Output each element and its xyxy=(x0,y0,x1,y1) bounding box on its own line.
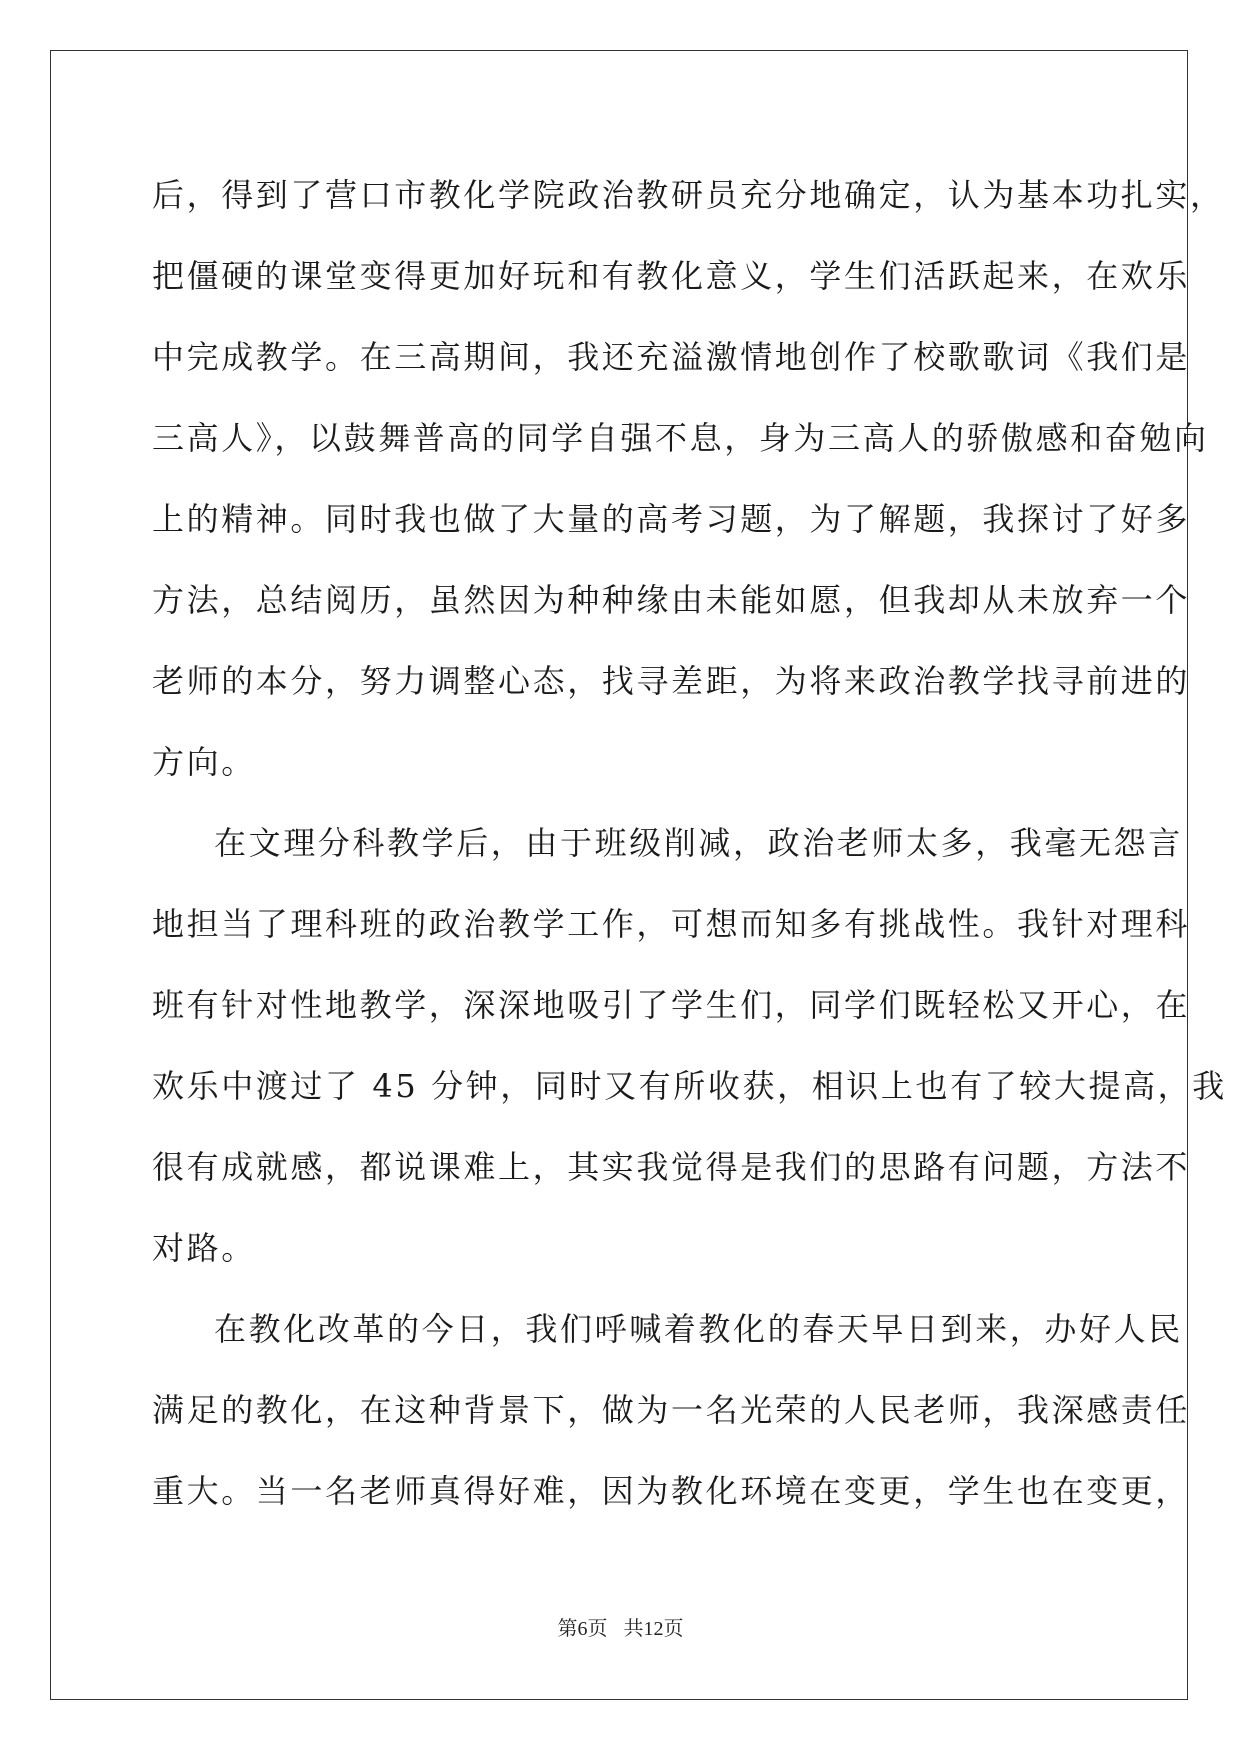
text-line: 把僵硬的课堂变得更加好玩和有教化意义，学生们活跃起来，在欢乐 xyxy=(152,257,1191,295)
text-line: 三高人》，以鼓舞普高的同学自强不息，身为三高人的骄傲感和奋勉向 xyxy=(152,419,1209,457)
text-line: 上的精神。同时我也做了大量的高考习题，为了解题，我探讨了好多 xyxy=(152,500,1191,538)
total-suffix: 页 xyxy=(663,1616,684,1640)
total-pages: 12 xyxy=(643,1618,664,1640)
page-footer xyxy=(0,1612,1241,1641)
paragraph-start-line: 在教化改革的今日，我们呼喊着教化的春天早日到来，办好人民 xyxy=(214,1310,1183,1348)
page-suffix: 页 xyxy=(587,1616,608,1640)
text-line: 老师的本分，努力调整心态，找寻差距，为将来政治教学找寻前进的 xyxy=(152,662,1191,700)
text-line: 对路。 xyxy=(152,1229,256,1267)
text-line: 方法，总结阅历，虽然因为种种缘由未能如愿，但我却从未放弃一个 xyxy=(152,581,1191,619)
text-line: 方向。 xyxy=(152,743,256,781)
page-number: 6 xyxy=(577,1618,588,1640)
text-line: 重大。当一名老师真得好难，因为教化环境在变更，学生也在变更， xyxy=(152,1472,1191,1510)
total-prefix: 共 xyxy=(623,1616,644,1640)
document-body xyxy=(152,155,1227,1532)
text-line: 班有针对性地教学，深深地吸引了学生们，同学们既轻松又开心，在 xyxy=(152,986,1191,1024)
paragraph-start-line: 在文理分科教学后，由于班级削减，政治老师太多，我毫无怨言 xyxy=(214,824,1183,862)
text-line: 欢乐中渡过了 45 分钟，同时又有所收获，相识上也有了较大提高，我 xyxy=(152,1067,1227,1105)
page-prefix: 第 xyxy=(557,1616,578,1640)
text-line: 中完成教学。在三高期间，我还充溢激情地创作了校歌歌词《我们是 xyxy=(152,338,1191,376)
text-line: 满足的教化，在这种背景下，做为一名光荣的人民老师，我深感责任 xyxy=(152,1391,1191,1429)
text-line: 很有成就感，都说课难上，其实我觉得是我们的思路有问题，方法不 xyxy=(152,1148,1191,1186)
text-line: 后，得到了营口市教化学院政治教研员充分地确定，认为基本功扎实， xyxy=(152,176,1225,214)
text-line: 地担当了理科班的政治教学工作，可想而知多有挑战性。我针对理科 xyxy=(152,905,1191,943)
